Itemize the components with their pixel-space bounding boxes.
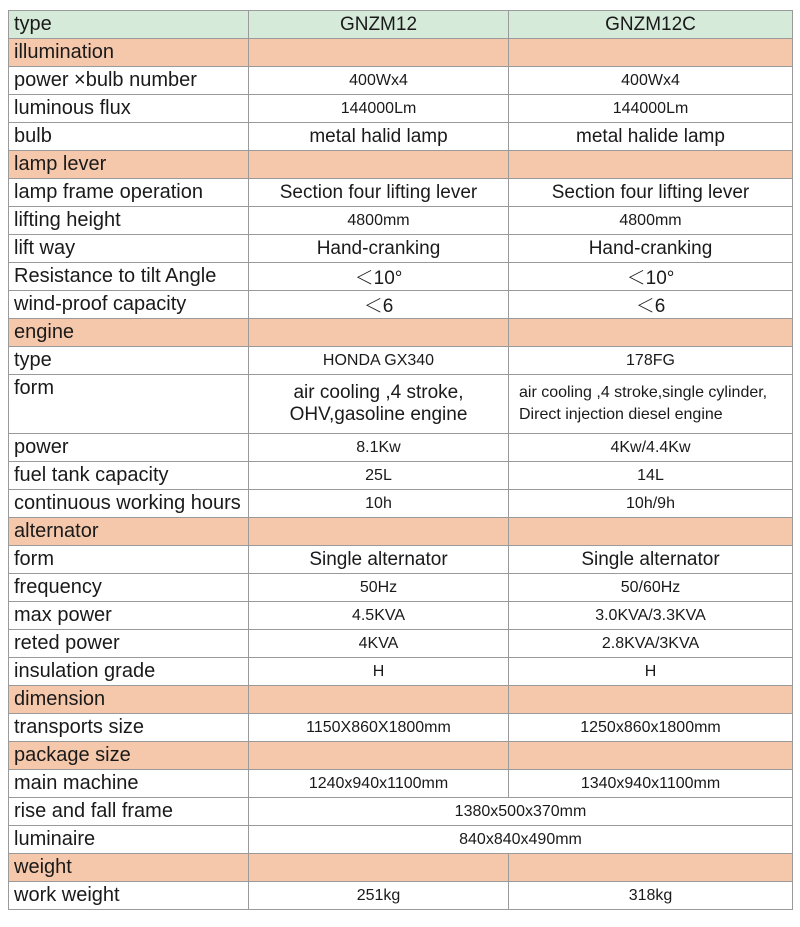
- header-model-a: GNZM12: [249, 11, 509, 39]
- row-label: frequency: [9, 574, 249, 602]
- row-label: lift way: [9, 235, 249, 263]
- spec-table: [8, 10, 793, 910]
- table-row: [9, 490, 793, 518]
- value-b: 4800mm: [509, 207, 793, 235]
- row-label: max power: [9, 602, 249, 630]
- header-label: type: [9, 11, 249, 39]
- value-a: Single alternator: [249, 546, 509, 574]
- value-b: ＜6: [509, 291, 793, 319]
- row-label: main machine: [9, 770, 249, 798]
- value-b: Single alternator: [509, 546, 793, 574]
- table-row: [9, 95, 793, 123]
- value-a: 1150X860X1800mm: [249, 714, 509, 742]
- row-label: rise and fall frame: [9, 798, 249, 826]
- value-a: 50Hz: [249, 574, 509, 602]
- table-row: [9, 798, 793, 826]
- row-label: luminous flux: [9, 95, 249, 123]
- table-row: [9, 207, 793, 235]
- table-row: [9, 434, 793, 462]
- row-label: insulation grade: [9, 658, 249, 686]
- value-a: ＜6: [249, 291, 509, 319]
- table-row: [9, 882, 793, 910]
- value-b: air cooling ,4 stroke,single cylinder, Direct injection diesel engine: [509, 375, 793, 434]
- row-label: type: [9, 347, 249, 375]
- value-b: 14L: [509, 462, 793, 490]
- table-row: [9, 462, 793, 490]
- value-b: 178FG: [509, 347, 793, 375]
- row-label: form: [9, 375, 249, 434]
- row-label: power: [9, 434, 249, 462]
- table-row: [9, 826, 793, 854]
- value-b: 50/60Hz: [509, 574, 793, 602]
- section-label: lamp lever: [9, 151, 249, 179]
- value-b: 1250x860x1800mm: [509, 714, 793, 742]
- value-a: 251kg: [249, 882, 509, 910]
- section-label: weight: [9, 854, 249, 882]
- value-a: 10h: [249, 490, 509, 518]
- row-label: fuel tank capacity: [9, 462, 249, 490]
- value-a: Hand-cranking: [249, 235, 509, 263]
- section-weight: [9, 854, 793, 882]
- header-row: [9, 11, 793, 39]
- table-row: [9, 714, 793, 742]
- value-a: H: [249, 658, 509, 686]
- section-alternator: [9, 518, 793, 546]
- value-b: Hand-cranking: [509, 235, 793, 263]
- table-row: [9, 179, 793, 207]
- section-engine: [9, 319, 793, 347]
- value-a: 400Wx4: [249, 67, 509, 95]
- table-row: [9, 235, 793, 263]
- value-b: 400Wx4: [509, 67, 793, 95]
- value-a: HONDA GX340: [249, 347, 509, 375]
- table-row: [9, 574, 793, 602]
- row-label: reted power: [9, 630, 249, 658]
- table-row: [9, 347, 793, 375]
- value-b: 4Kw/4.4Kw: [509, 434, 793, 462]
- value-b: 2.8KVA/3KVA: [509, 630, 793, 658]
- row-label: luminaire: [9, 826, 249, 854]
- row-label: work weight: [9, 882, 249, 910]
- row-label: wind-proof capacity: [9, 291, 249, 319]
- value-a: metal halid lamp: [249, 123, 509, 151]
- table-row: [9, 263, 793, 291]
- section-lamp-lever: [9, 151, 793, 179]
- table-row: [9, 375, 793, 434]
- table-row: [9, 602, 793, 630]
- row-label: continuous working hours: [9, 490, 249, 518]
- value-b: metal halide lamp: [509, 123, 793, 151]
- section-package-size: [9, 742, 793, 770]
- section-label: illumination: [9, 39, 249, 67]
- value-shared: 840x840x490mm: [249, 826, 793, 854]
- table-row: [9, 630, 793, 658]
- value-b: 3.0KVA/3.3KVA: [509, 602, 793, 630]
- table-row: [9, 658, 793, 686]
- value-b: 318kg: [509, 882, 793, 910]
- row-label: power ×bulb number: [9, 67, 249, 95]
- value-a: air cooling ,4 stroke, OHV,gasoline engine: [249, 375, 509, 434]
- row-label: lamp frame operation: [9, 179, 249, 207]
- row-label: form: [9, 546, 249, 574]
- section-label: alternator: [9, 518, 249, 546]
- value-shared: 1380x500x370mm: [249, 798, 793, 826]
- section-dimension: [9, 686, 793, 714]
- value-a: 4800mm: [249, 207, 509, 235]
- value-a: 8.1Kw: [249, 434, 509, 462]
- value-a: 144000Lm: [249, 95, 509, 123]
- value-a: Section four lifting lever: [249, 179, 509, 207]
- value-a: 4KVA: [249, 630, 509, 658]
- row-label: lifting height: [9, 207, 249, 235]
- row-label: transports size: [9, 714, 249, 742]
- header-model-b: GNZM12C: [509, 11, 793, 39]
- table-row: [9, 67, 793, 95]
- table-row: [9, 546, 793, 574]
- section-illumination: [9, 39, 793, 67]
- value-a: 1240x940x1100mm: [249, 770, 509, 798]
- value-a: ＜10°: [249, 263, 509, 291]
- value-a: 25L: [249, 462, 509, 490]
- row-label: Resistance to tilt Angle: [9, 263, 249, 291]
- value-b: 144000Lm: [509, 95, 793, 123]
- value-b: ＜10°: [509, 263, 793, 291]
- table-row: [9, 123, 793, 151]
- value-a: 4.5KVA: [249, 602, 509, 630]
- value-b: 10h/9h: [509, 490, 793, 518]
- value-b: Section four lifting lever: [509, 179, 793, 207]
- section-label: package size: [9, 742, 249, 770]
- section-label: dimension: [9, 686, 249, 714]
- table-row: [9, 770, 793, 798]
- table-row: [9, 291, 793, 319]
- value-b: 1340x940x1100mm: [509, 770, 793, 798]
- section-label: engine: [9, 319, 249, 347]
- value-b: H: [509, 658, 793, 686]
- row-label: bulb: [9, 123, 249, 151]
